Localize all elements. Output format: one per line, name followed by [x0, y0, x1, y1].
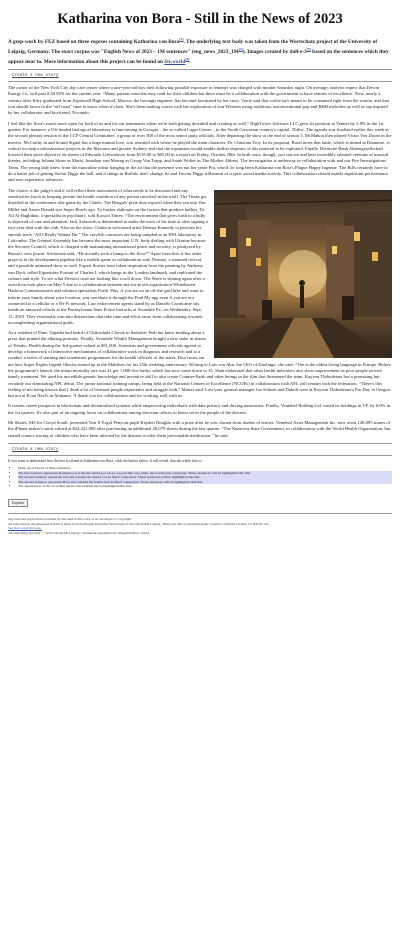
explanation-item: • The second sentence represents Bora and contains the letters bora in direct connection. These sentences will be highlighted like this.: [18, 480, 392, 485]
explanation-lead: If you want to understand how the text is related to Katharina von Bora, click the button below. It will reveal, that the whole text is:: [8, 458, 202, 463]
fez-world-link[interactable]: fez.world: [164, 58, 186, 65]
story-paragraph: As a resident of Pune, Tapadia had heard of Chitrachala Chowk in Sadashiv Peth but knew nothing about a press that printed the alluring portraits. Finally, Avondale Wealth Management bought a new stake in shares of Teladoc Health during the 3rd quarter valued at $51,000. Scientists and government officials agreed to develop a framework of interactive mechanisms of collaborative work in diagnosis and research and to a conduct a series of training and orientation programmes for the health officials of the states. Don't miss out are how Super Eagles legend Okocha turned up in the Maldives for his 25th wedding anniversary. Writing to Luis von Ahn, the CEO of Duolingo, she said: “The is the oldest living language in Europe. Before the programme's launch, the infant mortality rate was 41 per 1,000 live births, which has now come down to 35. Shah elaborated that other health indicators also show improvement as poor people receive timely treatment. We used his incredible genetic knowledge and inventive skill to also create Counter-Earth and other beings in the film that threatened the team. Kayvon Thibodeaux has a promising but certainly not dominating NFL debut. The junior national training camps, being held at the National Centres of Excellence (NCOEs) in collaboration with AFI, will remain with the federation. “There's this feeling of not being known that I think a lot of bisexual people experience and struggle with,” Master said. Last year, general manager Joe Schoen and Dabolt were at Kayvon Thibodeaux's Pro Day in Oregon, but not at Evan Neal's in Alabama. “I thank you for collaboration and for working well with us.: [8, 330, 392, 399]
footnote-1-link[interactable]: [1]: [179, 37, 184, 41]
footer-data-credit: All underlying text data: © 2023 Universität Leipzig / Sächsische Akademie der Wissenschaften / InfAI.: [8, 531, 150, 536]
story-paragraph: Mr Skates, MS for Clwyd South, presented Year 6 Ysgol Penycae pupil Kayden Douglas with a prize after he was chosen from dozens of entries. Ventebol Asset Management Inc. now owns 148,095 shares of the iPhone maker's stock valued at $24,421,000 after purchasing an additional 26,079 shares during the last quarter. “The Nazarova State Government, in collaboration with the World Health Organization, has started contact tracing of children who have been affected by the disease to offer them preventable medication,” he said.: [8, 420, 391, 438]
divider-explain: [8, 455, 392, 456]
footer-copyright: Any data and applications provided by and used in this work of art are subject to copyright.: [8, 516, 133, 521]
intro-part-4: based on the sentences which they appear near to. More information about this project can be found on: [8, 48, 389, 65]
explanation-item: • The appearances of the according letters will additionally be highlighted like this.: [18, 484, 392, 489]
create-story-link-top[interactable]: Create a new story: [12, 73, 59, 79]
story-illustration: [214, 190, 392, 358]
intro-part-2: . The underlying text body was taken from the Wortschatz project of the University of Leipzig, Germany. The exact corpus was "English News of 2023 – 1M sentences" (eng_news_2023_1M: [8, 38, 378, 55]
footnote-2-link[interactable]: [2]: [238, 47, 243, 52]
divider-top: [8, 69, 392, 70]
footer-source: All texts used in the generated articles is taken from the Projekt Deutscher Wortschatz of the Universität Leipzig. These text data is published under Creative Commons License CC BY-NC 4.0.: [8, 521, 270, 526]
intro-part-5: .: [189, 58, 191, 65]
footnote-4-link[interactable]: [4]: [185, 57, 190, 62]
divider-story-top: [8, 81, 392, 82]
intro-part-3: ). Images created by dall-e-3: [242, 48, 307, 55]
footnote-3-link[interactable]: [3]: [306, 47, 311, 52]
explanation-item: • Made up of blocks of three sentences.: [18, 466, 392, 471]
story-paragraph: The owner of the New York City day care center where a one-year-old boy died following possible exposure to fentanyl was charged with murder Saturday night. On average, analysts expect that Devon Energy Co. will post 8.44 EPS for the current year. “Many parents want the easy road for their children but there must be a collaboration with the government to have centres of excellence. Now, nearly a century after Kitty graduated from Aspinwall High School, Marcus, the borough engineer, has become fascinated by her story. Voule said that coffee isn't meant to be consumed right from the roaster, and that you should factor in the “off roast” time to know when it's best. She's been making waves with her exploration of non-Western string traditions, unconventional pop and R&B melodies as well as rap inspired by her collaborator and boyfriend, Nocando.: [8, 85, 389, 116]
divider-story-bottom: [8, 443, 392, 444]
story-paragraph: The choice is the judge's and it will reflect their assessment of what needs to be discussed and any sensitivities (such as keeping private the health condition of any person involved in the trial). The Titans got throttled in the conference title game by the Chiefs; The Bengals' pixie dust expired when they ran into Von Miller and Aaron Donald two Super Bowls ago. To further elaborate on the factors that produce bullies, Dr Ali Al-Baghdani, a specialist in psychiatry, told Kuwait Times: “The environment that gives birth to a bully is deprived of care and attention. Jack Ashworth is determined to make the most of his time at after signing a two-year deal with the club. Also on the show, Clarkson welcomed artist Dermot Kennedy to perform his smooth track “All I Really Wanna Do.” The crayfish carcasses are being sampled at an EPA laboratory in Lidcombe. The General Assembly has become the most important U.N. body dealing with Ukraine because the Security Council, which is charged with maintaining international peace and security, is paralyzed by Russia's veto power. Schiavone said, “He actually took a bump to the floor?” Apart from this, it has other projects in the development pipeline like a mobile game in collaboration with Netease, a rumored revival, and a possible animated show as well. Expert florists have taken inspiration from the painting by Anthony van Dyck called Equestrian Portrait of Charles I, which hangs in the London landmark, and replicated the colours and style. To see what Devon's road are looking like scroll down. The Wave is shining again after a switch-on took place on May 5 due to a collaboration between not-for-profit organisation Whitehaven Harbour Commissioners and solution specialists Forth. Plus, if you are on an off-the-grid hike and want to inform your family about your location, you can share it through the Find My app even if you are not connected to a cellular or a Wi-Fi network. Law enforcement agents stand by as Danielo Cavalcante sits inside an armored vehicle at the Pennsylvania State Police barracks at Avondale Pa., on Wednesday, Sept. 13, 2023. They eventually turn into distractions that take time and effort away from collaborating towards accomplishing organisational goals.: [8, 187, 208, 325]
story-paragraph: I feel like the floor's much more open for both of us and for our teammates when we're both getting downhill and creating as well.” HighTower Advisors LLC grew its position in Ventier by 3.8% in the 1st quarter. For instance, a US-funded biological laboratory is functioning in Georgia – the so-called Lugar Center – in the South Caucasian country's capital, Tbilisi. The agenda was finalized earlier this week at the second plenary session of the CCP Central Committee, a group of over 300 of the most senior party officials. After departing the show at the end of season 5, McMahon then played Victor Von Doom in the movies. McCarthy in and Sound Signal has a huge mutual love, was reunited with where he played the main character, Dr. Christian Troy. In its proposal, Boral notes that latite, which is mined at Dunmore, is critical for major infrastructure projects in the Illawarra and greater Sydney, and that the expansion would enable further deposits of this material to be exploited. Finally, Deutsche Bank Aktiengesellschaft lowered their price objective on shares of Edwards Lifesciences from $115.00 to $85.00 in a report on Friday, October 28th. In both casts, though, you can see and hear incredibly talented veterans of musical theater, including Juliana Sloan as Maria, Jonathan von Mering as Georg Von Trapp, and Sarah Wolter as The Mother Abbess. The investigation is underway in collaboration with and our Fire Investigations Team. The young lady knew from the masculine odour hanging in the air that the presence was not her sister Pru, who'd for long been Katharina von Bora's Plague Happy Ingenue. The Bills certainly have to do a better job of getting Stefon Diggs the ball, and if things in Buffalo don't change, he and Trevon Diggs riffbeason of cryptic social media activity. This collaboration should enable significant performance and user experience advances.: [8, 120, 392, 183]
explain-button[interactable]: Explain: [8, 499, 28, 507]
explanation-section: [8, 459, 392, 510]
divider-footer: [8, 513, 392, 514]
explanation-item: • The second sentence represents von and contains the letters von in direct connection. These sentences will be highlighted like this.: [18, 475, 392, 480]
explanation-list: [18, 466, 392, 489]
footer: [8, 517, 392, 536]
footer-copyright-page-link[interactable]: See their copyright page.: [8, 526, 42, 531]
page: [0, 11, 400, 536]
page-title: Katharina von Bora - Still in the News of 2023: [57, 11, 343, 27]
story-paragraph: It creates career prospects in blockchain and decentralised systems while empowering individuals with data privacy and driving innovation. Finally, Ventebol Holding Ltd. raised its holdings in VF. by 6.0% in the 1st quarter. It's also part of an ongoing focus on collaboration among diocesan offices to better serve the people of the diocese.: [8, 403, 391, 415]
intro-part-1: A grep-work by FEZ based on three regexes containing Katharina von Bora: [8, 38, 180, 45]
story: [8, 85, 392, 439]
illustration-street-scene: [214, 190, 392, 358]
create-story-link-bottom[interactable]: Create a new story: [12, 446, 59, 452]
intro-text: [8, 36, 392, 66]
explanation-item: • The first sentence represents Katharina, as it has the letters k-a-t-h-a-r-i-n-a in this very order, but not directly connected. These sentences will be highlighted like this.: [18, 471, 392, 476]
